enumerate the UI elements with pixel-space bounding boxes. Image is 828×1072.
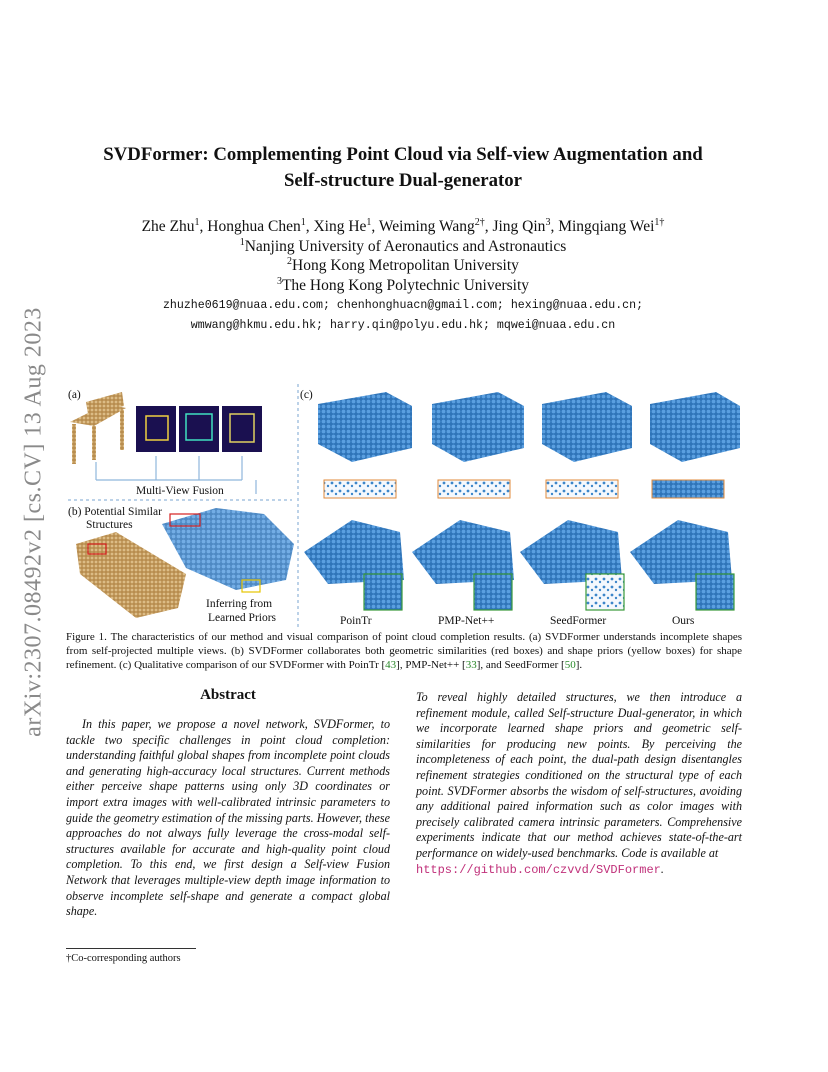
abstract-left-column: In this paper, we propose a novel network, SVDFormer, to tackle two specific challenges in point cloud completion: understanding faithful global shapes from incomplete point clouds and generating high-accuracy local structures. Current methods either perceive shape patterns using only 3D coordinates or import extra images with well-calibrated intrinsic parameters to guide the geometry estimation of the missing parts. However, these approaches do not always fully leverage the cross-modal self-structures available for accurate and high-quality point cloud completion. To this end, we first design a Self-view Fusion Network that leverages multiple-view depth image information to observe incomplete self-shape and generate a compact global shape.	[66, 717, 390, 919]
email-block	[70, 296, 736, 336]
truck-wood-pointcloud	[76, 532, 186, 618]
author: Zhe Zhu	[141, 218, 195, 235]
abstract-heading: Abstract	[200, 687, 256, 703]
depth-view-images	[136, 406, 262, 452]
email-line: zhuzhe0619@nuaa.edu.com; chenhonghuacn@gmail.com; hexing@nuaa.edu.cn;	[162, 299, 644, 312]
title-line-1: SVDFormer: Complementing Point Cloud via Self-view Augmentation and	[103, 144, 703, 165]
arxiv-stamp: arXiv:2307.08492v2 [cs.CV] 13 Aug 2023	[20, 307, 47, 737]
paper-title	[70, 142, 736, 194]
footnote-rule	[66, 948, 196, 949]
footnote: †Co-corresponding authors	[66, 953, 181, 964]
title-line-2: Self-structure Dual-generator	[283, 170, 522, 191]
inferring-label-2: Learned Priors	[208, 612, 277, 624]
affiliation: $^3$The Hong Kong Polytechnic University	[276, 275, 530, 294]
method-label-ours: Ours	[672, 615, 695, 627]
affiliation: $^2$Hong Kong Metropolitan University	[287, 256, 519, 274]
panel-b-label: (b) Potential Similar	[68, 506, 162, 518]
panel-a-label: (a)	[68, 389, 81, 401]
author: Weiming Wang	[378, 218, 475, 235]
multi-view-fusion-label: Multi-View Fusion	[136, 485, 224, 497]
abstract-right-column: To reveal highly detailed structures, we then introduce a refinement module, called Self-structure Dual-generator, in which we incorporate learned shape priors and geometric self-similarities for producing new points. By perceiving the incompleteness of each point, the dual-path design disentangles refinement strategies conditioned on the structural type of each point. SVDFormer absorbs the wisdom of self-structures, avoiding any additional paired information such as color images with precisely calibrated camera intrinsic parameters. Comprehensive experiments indicate that our method achieves state-of-the-art performance on widely-used benchmarks. Code is available at https://github.com/czvvd/SVDFormer.	[416, 690, 742, 877]
author: Honghua Chen	[207, 218, 301, 235]
panel-b-label-2: Structures	[86, 519, 133, 531]
code-link[interactable]: https://github.com/czvvd/SVDFormer	[416, 862, 661, 877]
email-line: wmwang@hkmu.edu.hk; harry.qin@polyu.edu.hk; mqwei@nuaa.edu.cn	[190, 319, 616, 332]
author: Mingqiang Wei	[558, 218, 655, 235]
result-ours	[630, 392, 740, 610]
result-poinTr	[304, 392, 412, 610]
figure-caption: Figure 1. The characteristics of our method and visual comparison of point cloud completion results. (a) SVDFormer understands incomplete shapes from self-projected multiple views. (b) SVDFormer collaborates both geometric similarities (red boxes) and shape priors (yellow boxes) for shape refinement. (c) Qualitative comparison of our SVDFormer with PoinTr [43], PMP-Net++ [33], and SeedFormer [50].	[66, 631, 742, 672]
citation-link[interactable]: 43	[385, 659, 397, 672]
figure-1	[66, 384, 742, 630]
affiliation: $^1$Nanjing University of Aeronautics and Astronautics	[239, 236, 567, 255]
citation-link[interactable]: 33	[465, 659, 477, 672]
method-label-pmp-net: PMP-Net++	[438, 615, 495, 627]
method-label-pointr: PoinTr	[340, 615, 372, 627]
author: Xing He	[313, 218, 367, 235]
author-list: Zhe Zhu$^1$, Honghua Chen$^1$, Xing He$^1$, Weiming Wang$^{2\dagger}$, Jing Qin$^3$, Mingqiang Wei$^{1\dagger}$	[141, 217, 665, 235]
author-block	[70, 217, 736, 295]
inferring-label-1: Inferring from	[206, 598, 273, 610]
desk-wood-pointcloud	[70, 392, 126, 464]
method-label-seedformer: SeedFormer	[550, 615, 607, 627]
author: Jing Qin	[492, 218, 546, 235]
panel-c-label: (c)	[300, 389, 313, 401]
citation-link[interactable]: 50	[564, 659, 576, 672]
result-pmp-net	[412, 392, 524, 610]
result-seedformer	[520, 392, 632, 610]
